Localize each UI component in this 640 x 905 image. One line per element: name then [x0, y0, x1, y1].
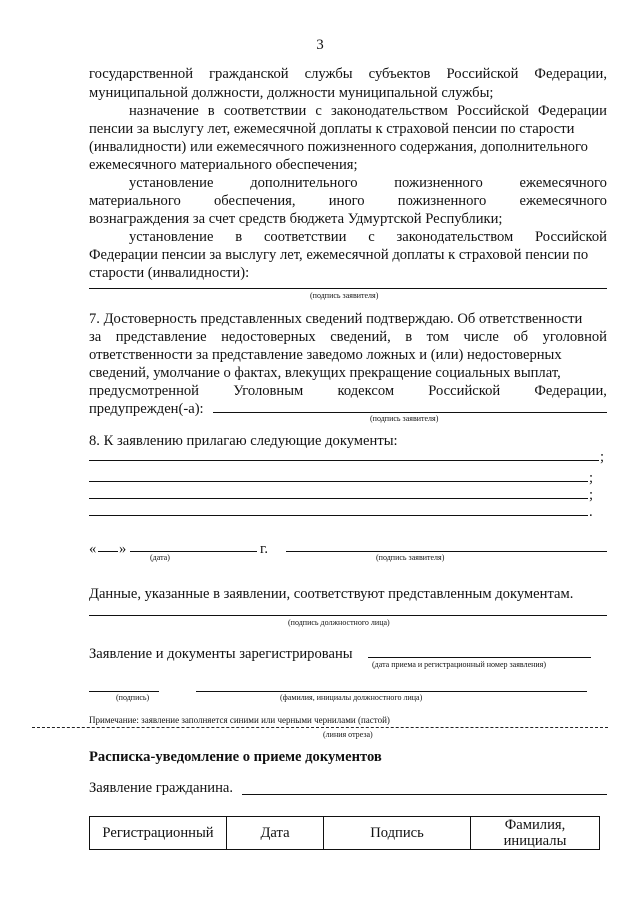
document-line-3-punct: ; [589, 487, 594, 503]
receipt-table [89, 816, 600, 850]
caption-cut-line: (линия отреза) [323, 730, 373, 739]
para2-line2: пенсии за выслугу лет, ежемесячной доплаты к страховой пенсии по старости [89, 121, 575, 137]
caption-official-name: (фамилия, инициалы должностного лица) [280, 693, 423, 702]
document-line-2-punct: ; [589, 470, 594, 486]
section7-line4: сведений, умолчание о фактах, влекущих прекращение социальных выплат, [89, 365, 561, 381]
citizen-application-line[interactable] [242, 794, 607, 795]
receipt-title: Расписка-уведомление о приеме документов [89, 749, 382, 765]
section7-line1: 7. Достоверность представленных сведений подтверждаю. Об ответственности [89, 311, 583, 327]
caption-official-signature: (подпись должностного лица) [288, 618, 390, 627]
section7-line2: за представление недостоверных сведений, в том числе об уголовной [89, 329, 607, 345]
para2-line3: (инвалидности) или ежемесячного пожизненного содержания, дополнительного [89, 139, 588, 155]
section7-line5: предусмотренной Уголовным кодексом Российской Федерации, [89, 383, 607, 399]
table-header-cell: Подпись [324, 817, 471, 850]
date-day-field[interactable] [98, 551, 118, 552]
table-header-row [90, 817, 600, 850]
caption-date: (дата) [150, 553, 170, 562]
section7-line6: предупрежден(-а): [89, 401, 204, 417]
registered-statement: Заявление и документы зарегистрированы [89, 646, 353, 662]
caption-signature-applicant-1: (подпись заявителя) [310, 291, 379, 300]
citizen-application-label: Заявление гражданина. [89, 780, 234, 796]
para4-line2: Федерации пенсии за выслугу лет, ежемесячной доплаты к страховой пенсии по [89, 247, 589, 263]
section7-line3: ответственности за представление заведомо ложных и (или) недостоверных [89, 347, 562, 363]
caption-registration-number: (дата приема и регистрационный номер заявления) [372, 660, 547, 669]
para4-line1: установление в соответствии с законодательством Российской [129, 229, 607, 245]
para3-line1: установление дополнительного пожизненного ежемесячного [129, 175, 607, 191]
document-line-3[interactable] [89, 498, 588, 499]
para3-line2: материального обеспечения, иного пожизненного ежемесячного [89, 193, 607, 209]
caption-date-signature: (подпись заявителя) [376, 553, 445, 562]
para1-line2: муниципальной должности, должности муниципальной службы; [89, 85, 494, 101]
signature-line-applicant-1[interactable] [89, 288, 607, 289]
para2-line4: ежемесячного материального обеспечения; [89, 157, 358, 173]
data-match-statement: Данные, указанные в заявлении, соответствуют представленным документам. [89, 586, 574, 602]
document-line-4-punct: . [589, 504, 593, 520]
document-line-2[interactable] [89, 481, 588, 482]
date-year-suffix: г. [260, 541, 268, 557]
signature-short-line[interactable] [89, 691, 159, 692]
document-line-4[interactable] [89, 515, 588, 516]
para3-line3: вознаграждения за счет средств бюджета Удмуртской Республики; [89, 211, 503, 227]
para1-line1: государственной гражданской службы субъектов Российской Федерации, [89, 66, 607, 82]
date-quote-open: « [89, 541, 97, 557]
table-header-cell: Фамилия, инициалы [471, 817, 600, 850]
para2-line1: назначение в соответствии с законодательством Российской Федерации [129, 103, 607, 119]
para4-line3: старости (инвалидности): [89, 265, 250, 281]
caption-signature: (подпись) [116, 693, 150, 702]
date-quote-close: » [119, 541, 127, 557]
caption-signature-applicant-2: (подпись заявителя) [370, 414, 439, 423]
section8-heading: 8. К заявлению прилагаю следующие документы: [89, 433, 398, 449]
registration-number-line[interactable] [368, 657, 591, 658]
document-line-1[interactable] [89, 460, 599, 461]
note-ink: Примечание: заявление заполняется синими или черными чернилами (пастой) [89, 715, 390, 725]
document-line-1-punct: ; [600, 449, 605, 465]
date-month-year-field[interactable] [130, 551, 257, 552]
page-number: 3 [316, 37, 324, 53]
official-name-line[interactable] [196, 691, 587, 692]
official-signature-line[interactable] [89, 615, 607, 616]
date-signature-line[interactable] [286, 551, 607, 552]
cut-line[interactable] [32, 727, 608, 728]
signature-line-applicant-2[interactable] [213, 412, 607, 413]
table-header-cell: Регистрационный [90, 817, 227, 850]
table-header-cell: Дата [227, 817, 324, 850]
